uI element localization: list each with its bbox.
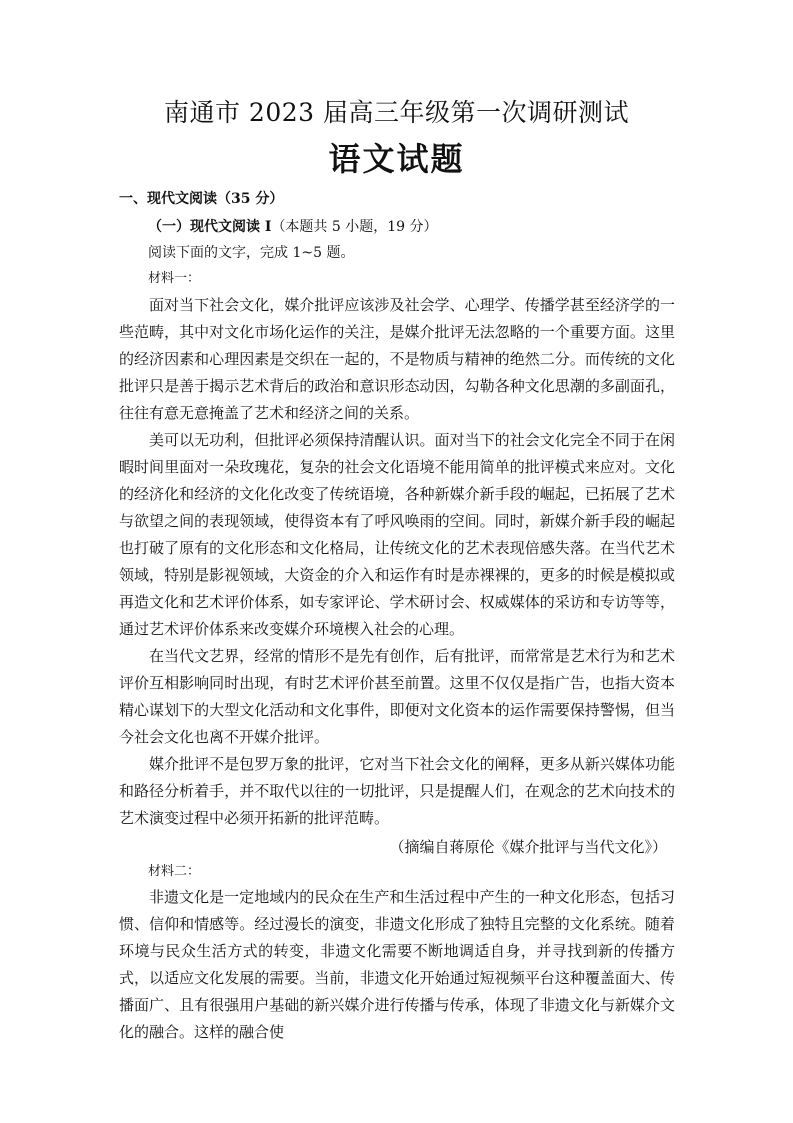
section-heading: 一、现代文阅读（35 分）	[119, 191, 284, 207]
exam-title: 南通市 2023 届高三年级第一次调研测试	[163, 98, 630, 127]
subsection-heading	[148, 217, 438, 237]
material-2-label: 材料二：	[148, 864, 201, 879]
subsection-note: （本题共 5 小题，19 分）	[271, 219, 438, 235]
material-1-paragraph: 美可以无功利，但批评必须保持清醒认识。面对当下的社会文化完全不同于在闲暇时间里面对一朵玫瑰花，复杂的社会文化语境不能用简单的批评模式来应对。文化的经济化和经济的文化化改变了传统语境，各种新媒介新手段的崛起，已拓展了艺术与欲望之间的表现领域，使得资本有了呼风唤雨的空间。同时，新媒介新手段的崛起也打破了原有的文化形态和文化格局，让传统文化的艺术表现倍感失落。在当代艺术领域，特别是影视领域，大资金的介入和运作有时是赤裸裸的，更多的时候是模拟或再造文化和艺术评价体系，如专家评论、学术研讨会、权威媒体的采访和专访等等，通过艺术评价体系来改变媒介环境楔入社会的心理。	[119, 431, 675, 638]
material-1-label: 材料一：	[148, 271, 201, 286]
subsection-title: （一）现代文阅读 I	[148, 219, 272, 235]
material-1-paragraph: 媒介批评不是包罗万象的批评，它对当下社会文化的阐释，更多从新兴媒体功能和路径分析着手，并不取代以往的一切批评，只是提醒人们，在观念的艺术向技术的艺术演变过程中必须开拓新的批评范畴。	[119, 755, 675, 827]
material-1-source: （摘编自蒋原伦《媒介批评与当代文化》）	[389, 838, 667, 856]
exam-subtitle: 语文试题	[328, 140, 465, 178]
material-1-paragraph: 在当代文艺界，经常的情形不是先有创作，后有批评，而常常是艺术行为和艺术评价互相影响同时出现，有时艺术评价甚至前置。这里不仅仅是指广告，也指大资本精心谋划下的大型文化活动和文化事件，即便对文化资本的运作需要保持警惕，但当今社会文化也离不开媒介批评。	[119, 647, 675, 746]
material-2-paragraph: 非遗文化是一定地域内的民众在生产和生活过程中产生的一种文化形态，包括习惯、信仰和情感等。经过漫长的演变，非遗文化形成了独特且完整的文化系统。随着环境与民众生活方式的转变，非遗文化需要不断地调适自身，并寻找到新的传播方式，以适应文化发展的需要。当前，非遗文化开始通过短视频平台这种覆盖面大、传播面广、且有很强用户基础的新兴媒介进行传播与传承，体现了非遗文化与新媒介文化的融合。这样的融合使	[119, 888, 675, 1041]
reading-instruction: 阅读下面的文字，完成 1~5 题。	[148, 245, 355, 261]
material-1-paragraph: 面对当下社会文化，媒介批评应该涉及社会学、心理学、传播学甚至经济学的一些范畴，其中对文化市场化运作的关注，是媒介批评无法忽略的一个重要方面。这里的经济因素和心理因素是交织在一起的，不是物质与精神的绝然二分。而传统的文化批评只是善于揭示艺术背后的政治和意识形态动因，勾勒各种文化思潮的多副面孔，往往有意无意掩盖了艺术和经济之间的关系。	[119, 296, 675, 422]
